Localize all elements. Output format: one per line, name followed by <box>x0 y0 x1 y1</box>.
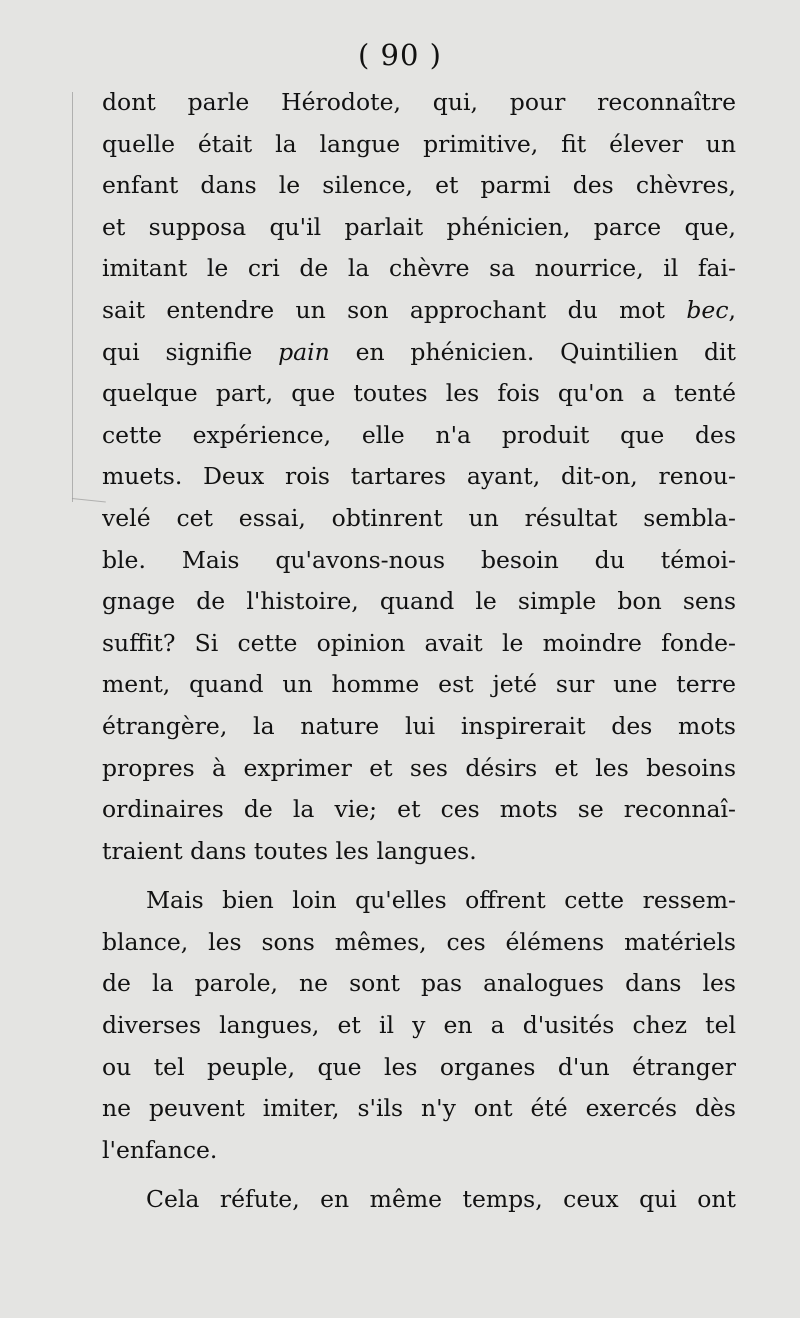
text-line: imitant le cri de la chèvre sa nourrice, il fai- <box>102 254 736 283</box>
text-line: ment, quand un homme est jeté sur une terre <box>102 670 736 699</box>
paragraph-1 <box>102 82 736 872</box>
page-number: ( 90 ) <box>358 38 442 72</box>
text-line: enfant dans le silence, et parmi des chèvres, <box>102 171 736 200</box>
text-line: Mais bien loin qu'elles offrent cette ressem- <box>146 886 736 915</box>
paragraph-gap <box>102 1171 736 1179</box>
text-line-with-italic: qui signifie pain en phénicien. Quintilien dit <box>102 337 736 366</box>
text-line: traient dans toutes les langues. <box>102 836 477 865</box>
text-line: et supposa qu'il parlait phénicien, parce que, <box>102 212 736 241</box>
paragraph-2 <box>102 880 736 1171</box>
text-line: muets. Deux rois tartares ayant, dit-on, renou- <box>102 462 736 491</box>
text-line: ne peuvent imiter, s'ils n'y ont été exercés dès <box>102 1094 736 1123</box>
text-line-with-italic: sait entendre un son approchant du mot bec, <box>102 295 736 324</box>
text-line: gnage de l'histoire, quand le simple bon sens <box>102 587 736 616</box>
margin-pencil-tail <box>71 498 106 512</box>
paragraph-3 <box>102 1179 736 1221</box>
text-line: velé cet essai, obtinrent un résultat sembla- <box>102 503 736 532</box>
text-line: dont parle Hérodote, qui, pour reconnaître <box>102 88 736 116</box>
text-line: étrangère, la nature lui inspirerait des mots <box>102 711 736 740</box>
text-line: ble. Mais qu'avons-nous besoin du témoi- <box>102 545 736 574</box>
text-line: blance, les sons mêmes, ces élémens matériels <box>102 927 736 956</box>
italic-word: pain <box>278 337 330 366</box>
text-line: cette expérience, elle n'a produit que des <box>102 420 736 449</box>
text-line: propres à exprimer et ses désirs et les besoins <box>102 753 736 782</box>
text-line: suffit? Si cette opinion avait le moindre fonde- <box>102 628 736 657</box>
margin-pencil-mark <box>72 92 77 502</box>
text-line: ou tel peuple, que les organes d'un étranger <box>102 1052 736 1081</box>
paragraph-gap <box>102 872 736 880</box>
text-line: l'enfance. <box>102 1135 218 1164</box>
body-text <box>102 82 736 1221</box>
text-line: quelle était la langue primitive, fit élever un <box>102 129 736 158</box>
text-line: Cela réfute, en même temps, ceux qui ont <box>146 1185 736 1214</box>
text-line: diverses langues, et il y en a d'usités chez tel <box>102 1011 736 1040</box>
text-line: quelque part, que toutes les fois qu'on a tenté <box>102 379 736 408</box>
text-line: de la parole, ne sont pas analogues dans les <box>102 969 736 998</box>
italic-word: bec <box>686 295 729 324</box>
text-line: ordinaires de la vie; et ces mots se reconnaî- <box>102 795 736 824</box>
